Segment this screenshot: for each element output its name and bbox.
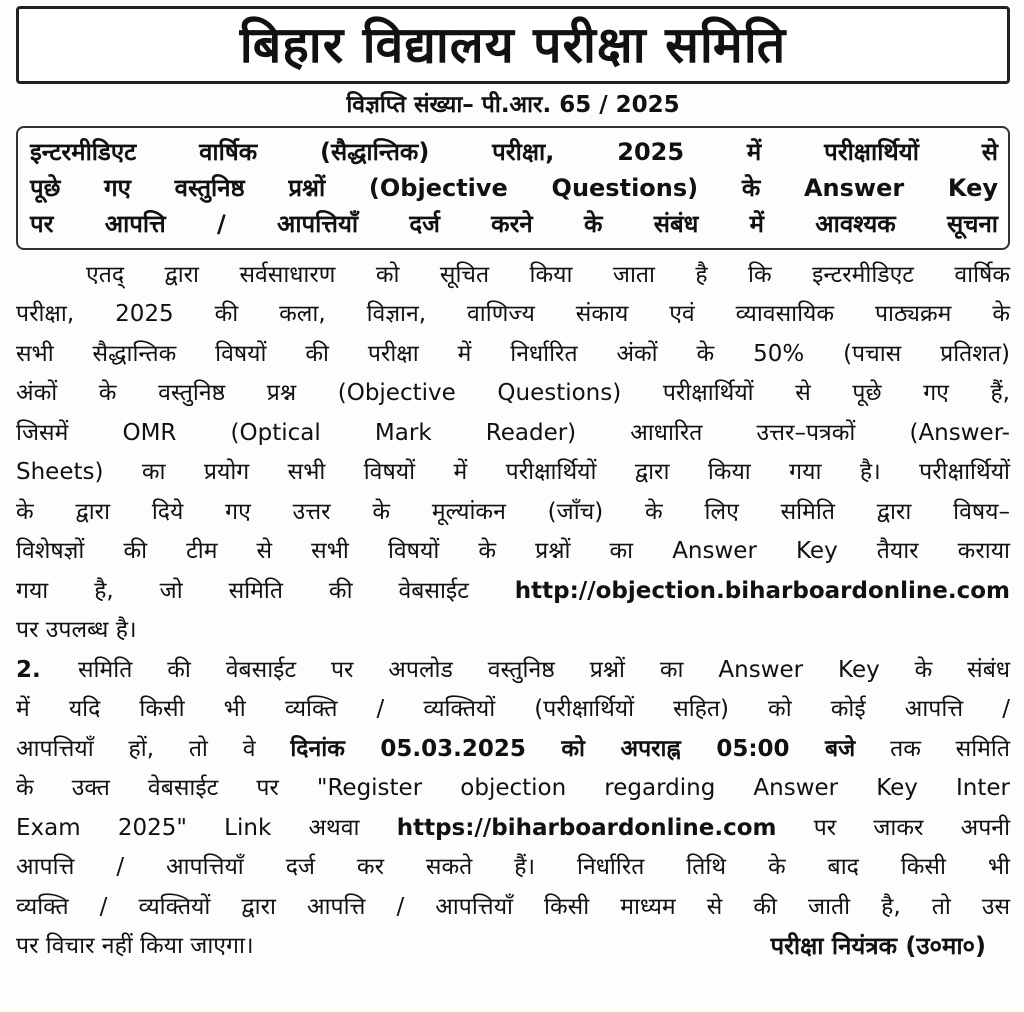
body-line [16, 730, 1010, 770]
signature: परीक्षा नियंत्रक (उ०मा०) [770, 932, 986, 961]
objection-website-link[interactable]: http://objection.biharboardonline.com [514, 577, 1010, 604]
body-line: विशेषज्ञों की टीम से सभी विषयों के प्रश्नों का Answer Key तैयार कराया [16, 538, 1010, 565]
subject-box [16, 126, 1010, 250]
body-line: Sheets) का प्रयोग सभी विषयों में परीक्षार्थियों द्वारा किया गया है। परीक्षार्थियों [16, 459, 1010, 486]
body-text: तक समिति [890, 735, 1010, 762]
body-line: परीक्षा, 2025 की कला, विज्ञान, वाणिज्य संकाय एवं व्यावसायिक पाठ्यक्रम के [16, 301, 1010, 328]
body-text: पर जाकर अपनी [813, 814, 1011, 841]
body-line [16, 809, 1010, 849]
body-line: में यदि किसी भी व्यक्ति / व्यक्तियों (परीक्षार्थियों सहित) को कोई आपत्ति / [16, 696, 1010, 723]
body-line: अंकों के वस्तुनिष्ठ प्रश्न (Objective Questions) परीक्षार्थियों से पूछे गए हैं, [16, 380, 1010, 407]
notice-number: विज्ञप्ति संख्या– पी.आर. 65 / 2025 [346, 92, 680, 118]
body-line: के उक्त वेबसाईट पर "Register objection regarding Answer Key Inter [16, 775, 1010, 802]
body-text: आपत्तियाँ हों, तो वे [16, 735, 256, 762]
body-line: व्यक्ति / व्यक्तियों द्वारा आपत्ति / आपत्तियाँ किसी माध्यम से की जाती है, तो उस [16, 893, 1010, 920]
subject-line: पर आपत्ति / आपत्तियाँ दर्ज करने के संबंध में आवश्यक सूचना [30, 209, 998, 238]
body-line: जिसमें OMR (Optical Mark Reader) आधारित उत्तर–पत्रकों (Answer- [16, 419, 1010, 446]
body-line: पर विचार नहीं किया जाएगा। [16, 933, 254, 960]
body-line [16, 572, 1010, 612]
org-name: बिहार विद्यालय परीक्षा समिति [239, 16, 787, 74]
body-line: पर उपलब्ध है। [16, 617, 137, 644]
paragraph-1 [16, 256, 1010, 651]
body-line [16, 651, 1010, 691]
body-text: समिति की वेबसाईट पर अपलोड वस्तुनिष्ठ प्रश्नों का Answer Key के संबंध [78, 656, 1010, 683]
paragraph-number: 2. [16, 656, 41, 683]
subject-line: पूछे गए वस्तुनिष्ठ प्रश्नों (Objective Questions) के Answer Key [30, 173, 998, 202]
paragraph-2 [16, 651, 1010, 967]
notice-body [16, 256, 1010, 967]
body-line: आपत्ति / आपत्तियाँ दर्ज कर सकते हैं। निर्धारित तिथि के बाद किसी भी [16, 854, 1010, 881]
masthead [16, 6, 1010, 84]
board-website-link[interactable]: https://biharboardonline.com [396, 814, 777, 841]
deadline-text: दिनांक 05.03.2025 को अपराह्न 05:00 बजे [290, 735, 856, 762]
body-text: गया है, जो समिति की वेबसाईट [16, 577, 469, 604]
body-line: एतद् द्वारा सर्वसाधारण को सूचित किया जाता है कि इन्टरमीडिएट वार्षिक [86, 261, 1010, 288]
closing-row [16, 927, 1010, 967]
subject-line: इन्टरमीडिएट वार्षिक (सैद्धान्तिक) परीक्षा, 2025 में परीक्षार्थियों से [30, 137, 998, 166]
body-text: Exam 2025" Link अथवा [16, 814, 360, 841]
body-line: सभी सैद्धान्तिक विषयों की परीक्षा में निर्धारित अंकों के 50% (पचास प्रतिशत) [16, 340, 1010, 367]
body-line: के द्वारा दिये गए उत्तर के मूल्यांकन (जाँच) के लिए समिति द्वारा विषय– [16, 498, 1010, 525]
